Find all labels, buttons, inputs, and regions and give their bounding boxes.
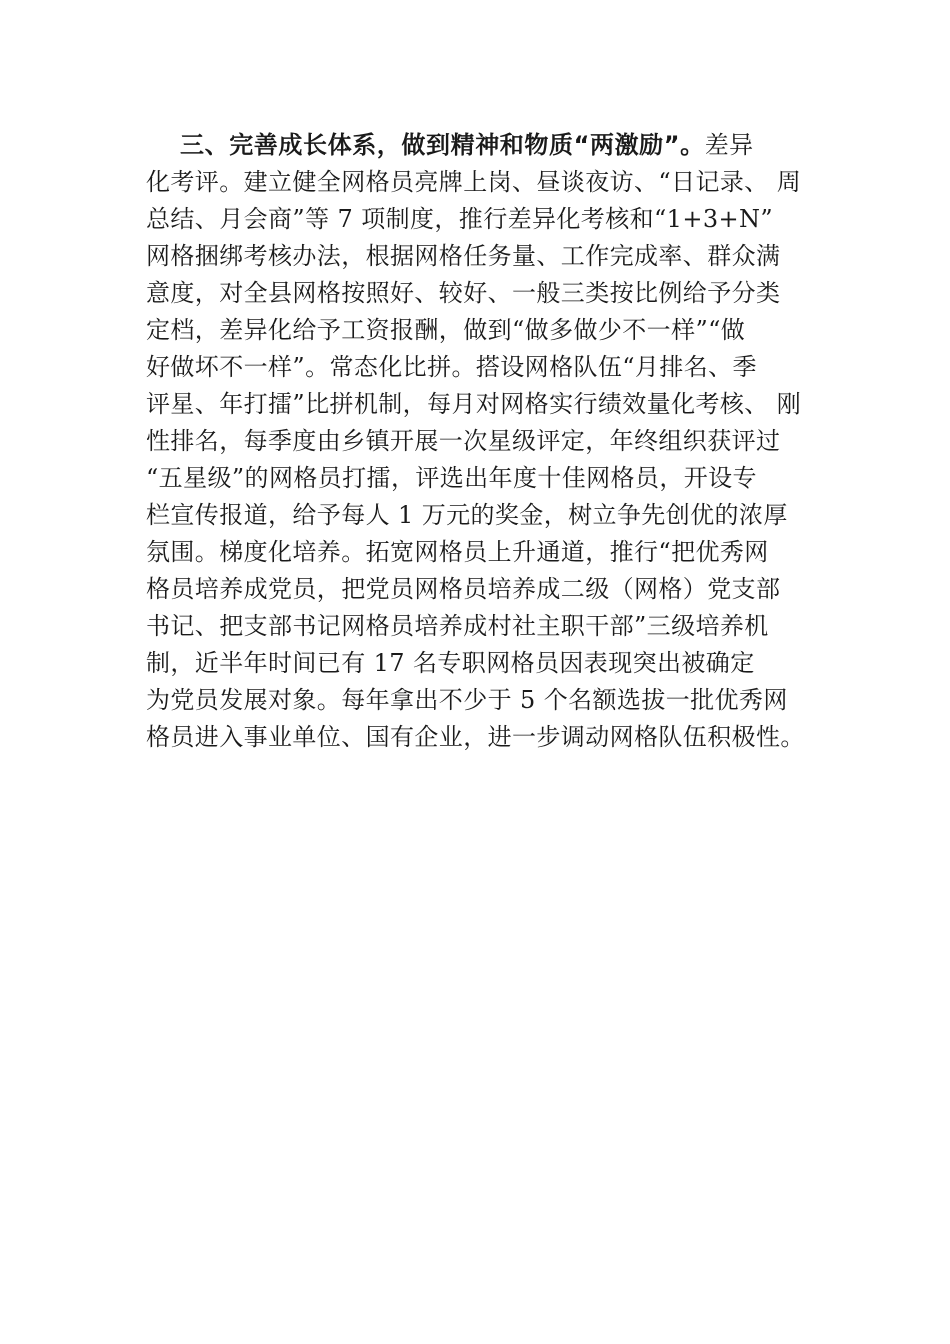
text-line: 评星、年打擂”比拼机制，每月对网格实行绩效量化考核、 刚: [146, 390, 802, 418]
text-line: 好做坏不一样”。常态化比拼。搭设网格队伍“月排名、季: [146, 353, 757, 381]
text-line: 制，近半年时间已有 17 名专职网格员因表现突出被确定: [146, 649, 755, 677]
text-line: 格员进入事业单位、国有企业，进一步调动网格队伍积极性。: [146, 723, 805, 751]
text-line: 性排名，每季度由乡镇开展一次星级评定，年终组织获评过: [146, 427, 781, 455]
first-line-tail: 差异: [704, 131, 754, 159]
text-line: 化考评。建立健全网格员亮牌上岗、昼谈夜访、“日记录、 周: [146, 168, 802, 196]
text-line: 格员培养成党员，把党员网格员培养成二级（网格）党支部: [146, 575, 781, 603]
text-line: 书记、把支部书记网格员培养成村社主职干部”三级培养机: [146, 612, 769, 640]
text-line: 总结、月会商”等 7 项制度，推行差异化考核和“1+3+N”: [146, 205, 774, 233]
text-line: 氛围。梯度化培养。拓宽网格员上升通道，推行“把优秀网: [146, 538, 769, 566]
text-line: 栏宣传报道，给予每人 1 万元的奖金，树立争先创优的浓厚: [146, 501, 788, 529]
text-line: 为党员发展对象。每年拿出不少于 5 个名额选拔一批优秀网: [146, 686, 788, 714]
text-line: 意度，对全县网格按照好、较好、一般三类按比例给予分类: [146, 279, 781, 307]
text-line: 网格捆绑考核办法，根据网格任务量、工作完成率、群众满: [146, 242, 781, 270]
body-paragraph: [146, 127, 826, 756]
section-heading: 三、完善成长体系，做到精神和物质“两激励”。: [180, 131, 705, 159]
text-line: 定档，差异化给予工资报酬，做到“做多做少不一样”“做: [146, 316, 746, 344]
paragraph-first-line: [146, 127, 826, 164]
text-line: “五星级”的网格员打擂，评选出年度十佳网格员，开设专: [146, 464, 757, 492]
